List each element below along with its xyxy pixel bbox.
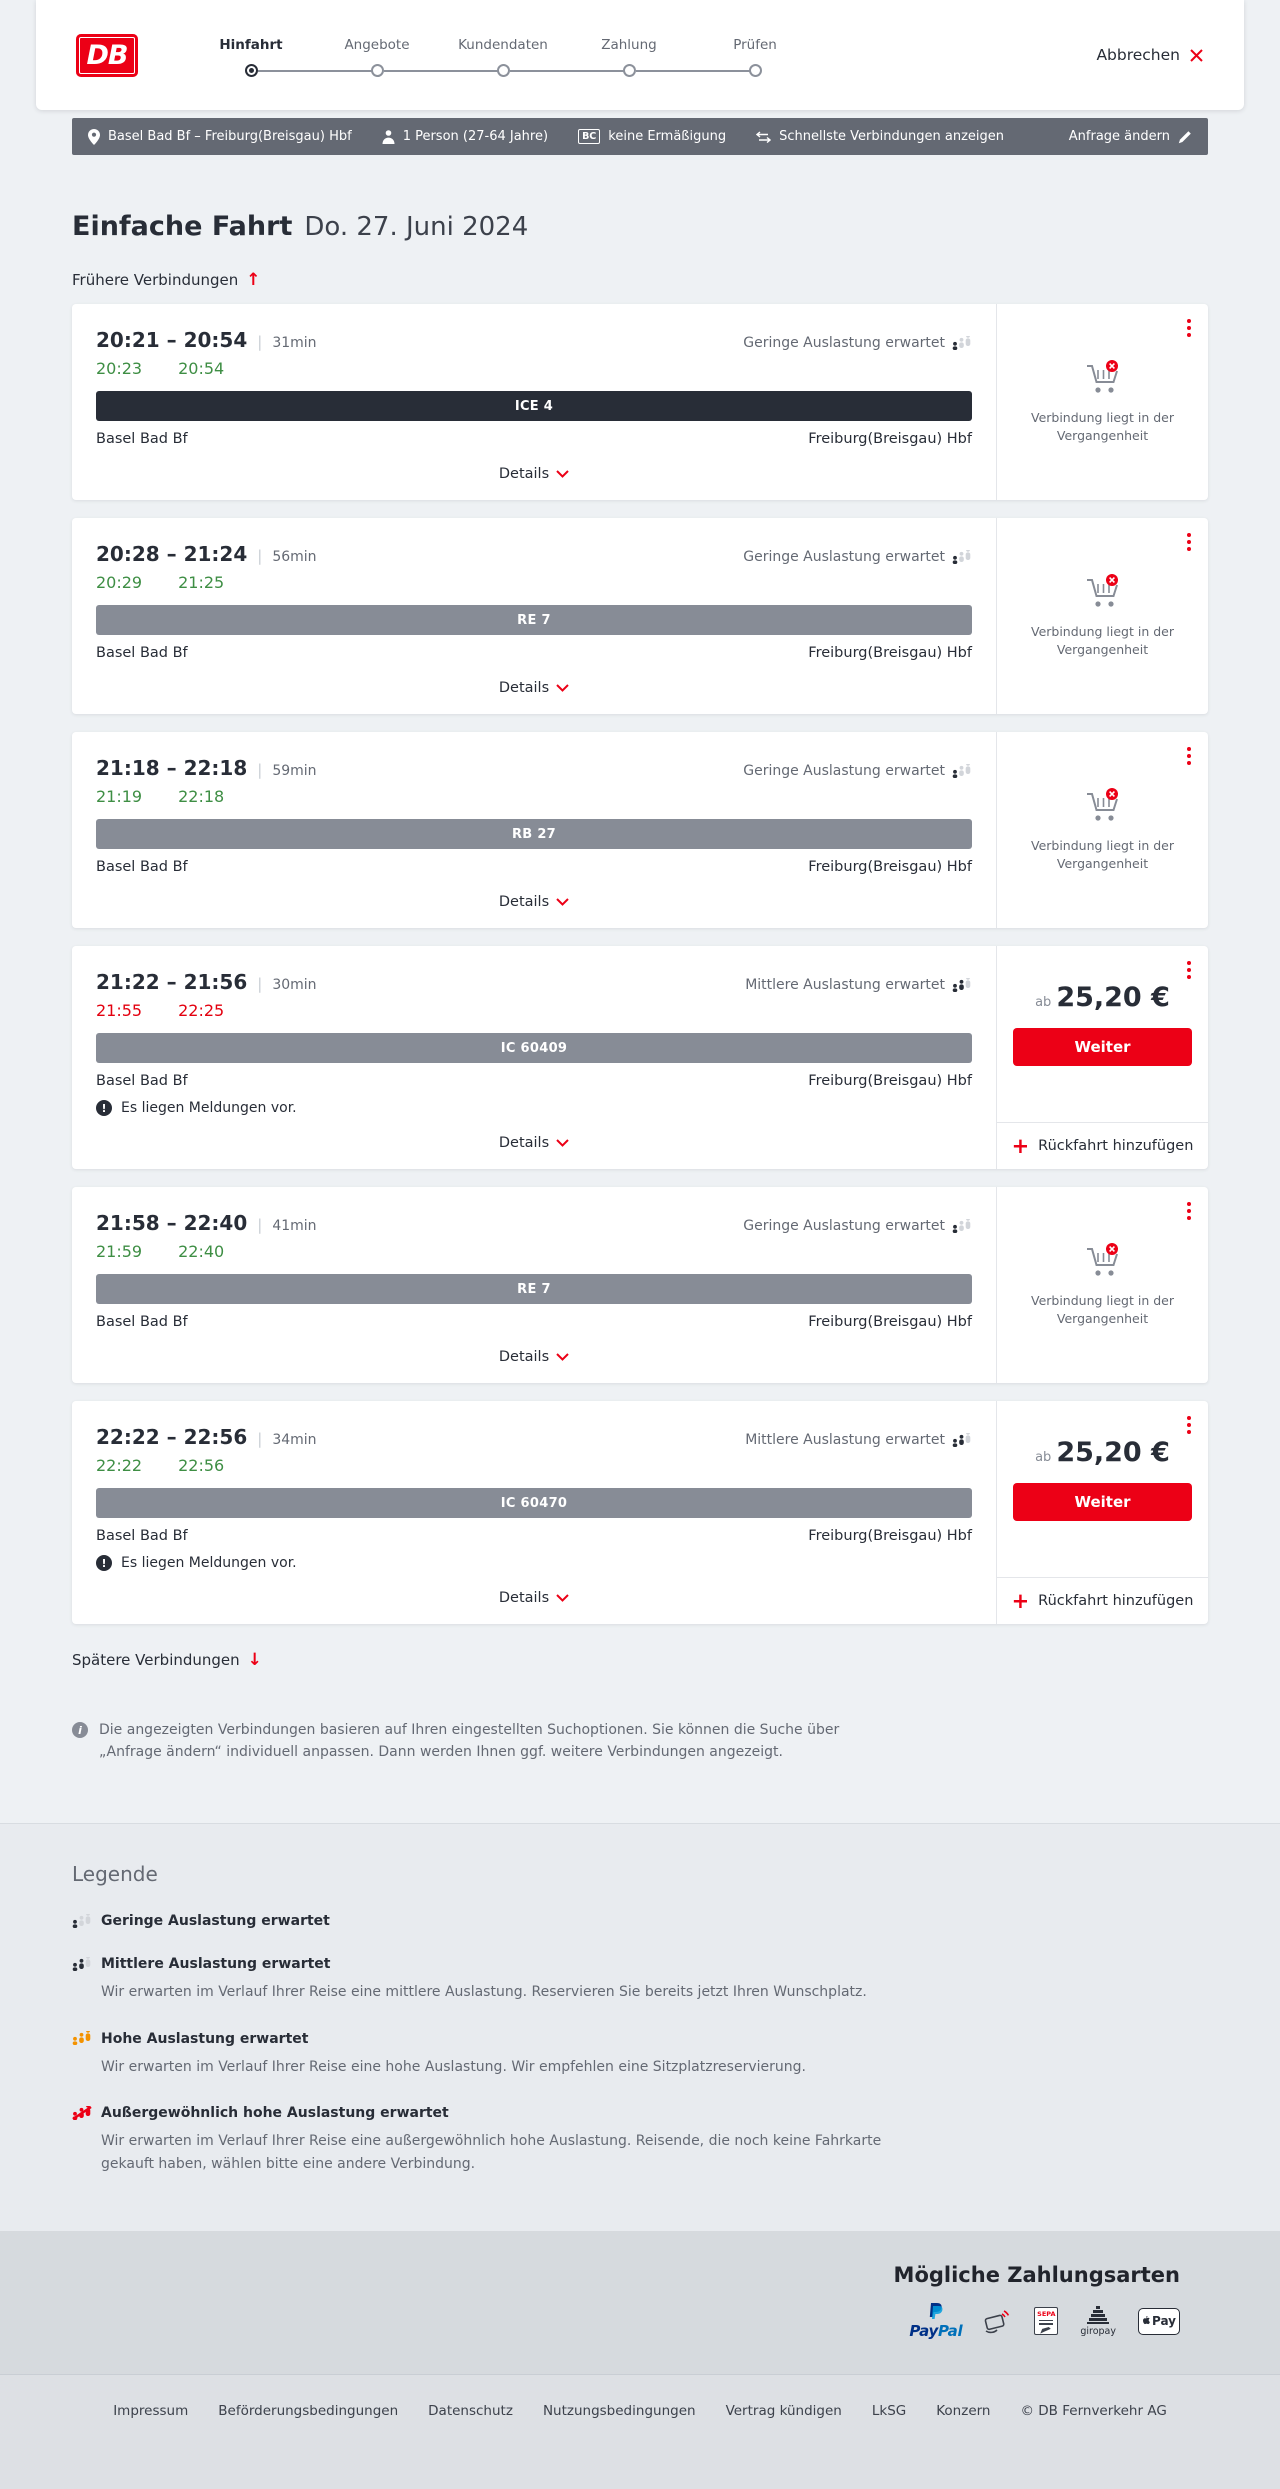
fastest-text: Schnellste Verbindungen anzeigen	[779, 129, 1004, 144]
add-return-label: Rückfahrt hinzufügen	[1038, 1138, 1194, 1154]
destination-station: Freiburg(Breisgau) Hbf	[808, 431, 972, 447]
footer-copyright: © DB Fernverkehr AG	[1020, 2402, 1167, 2419]
legend-item-description: Wir erwarten im Verlauf Ihrer Reise eine hohe Auslastung. Wir empfehlen eine Sitzplatzreservierung.	[101, 2058, 806, 2075]
realtime-times	[96, 1456, 972, 1475]
more-options-button[interactable]	[1184, 530, 1194, 554]
apple-pay-label: Pay	[1151, 2314, 1177, 2329]
occupancy-label: Geringe Auslastung erwartet	[743, 549, 945, 565]
details-button[interactable]	[96, 462, 972, 486]
connection-list	[72, 304, 1208, 1624]
bahncard-icon: BC	[578, 129, 600, 144]
details-label: Details	[498, 680, 550, 696]
cancel-label: Abbrechen	[1096, 46, 1180, 64]
paypal-label: PayPal	[909, 2321, 963, 2340]
details-label: Details	[498, 1349, 550, 1365]
step-label: Angebote	[344, 37, 410, 53]
occupancy-label: Mittlere Auslastung erwartet	[745, 977, 945, 993]
legend-item-description: Wir erwarten im Verlauf Ihrer Reise eine mittlere Auslastung. Reservieren Sie bereits jetzt Ihren Wunschplatz.	[101, 1984, 867, 2001]
duration: 59min	[272, 763, 317, 779]
alert-icon: !	[96, 1100, 112, 1116]
giropay-label: giropay	[1080, 2325, 1116, 2337]
destination-station: Freiburg(Breisgau) Hbf	[808, 645, 972, 661]
occupancy-indicator	[743, 763, 972, 779]
footer-link[interactable]: Impressum	[113, 2402, 189, 2419]
planned-times: 20:28 – 21:24	[96, 542, 248, 566]
messages-note	[96, 1555, 972, 1571]
later-connections-label: Spätere Verbindungen	[72, 1651, 240, 1669]
separator: |	[257, 761, 263, 779]
step-label: Prüfen	[733, 37, 777, 53]
legend-item	[72, 2031, 1208, 2078]
apple-logo-icon	[1142, 2316, 1151, 2327]
realtime-arrival: 22:25	[178, 1001, 225, 1020]
origin-station: Basel Bad Bf	[96, 859, 188, 875]
origin-station: Basel Bad Bf	[96, 1314, 188, 1330]
origin-station: Basel Bad Bf	[96, 431, 188, 447]
occupancy-label: Geringe Auslastung erwartet	[743, 335, 945, 351]
search-options-info	[72, 1720, 902, 1763]
connection-offer-panel	[996, 1401, 1208, 1624]
occupancy-label: Geringe Auslastung erwartet	[743, 1218, 945, 1234]
sepa-lastschrift-icon	[1034, 2307, 1058, 2335]
footer-link[interactable]: Beförderungsbedingungen	[218, 2402, 399, 2419]
step-label: Hinfahrt	[219, 37, 283, 53]
realtime-times	[96, 1242, 972, 1261]
planned-times: 20:21 – 20:54	[96, 328, 248, 352]
step-dot	[623, 64, 636, 77]
connection-card	[72, 304, 1208, 500]
legend-item	[72, 1913, 1208, 1929]
step-hinfahrt[interactable]	[188, 37, 314, 77]
train-label-bar: RB 27	[96, 819, 972, 849]
duration: 56min	[272, 549, 317, 565]
page-title: Einfache Fahrt	[72, 211, 293, 242]
realtime-departure: 21:55	[96, 1001, 143, 1020]
separator: |	[257, 333, 263, 351]
origin-station: Basel Bad Bf	[96, 1528, 188, 1544]
details-button[interactable]	[96, 1345, 972, 1369]
duration: 41min	[272, 1218, 317, 1234]
realtime-arrival: 22:40	[178, 1242, 225, 1261]
legend-item	[72, 2105, 1208, 2175]
realtime-arrival: 20:54	[178, 359, 225, 378]
chevron-down-icon	[556, 898, 569, 906]
past-connection-label: Verbindung liegt in der Vergangenheit	[1030, 837, 1174, 871]
connection-offer-panel	[996, 732, 1208, 928]
legend-item	[72, 1956, 1208, 2003]
messages-label: Es liegen Meldungen vor.	[121, 1100, 297, 1116]
location-pin-icon	[88, 129, 100, 145]
occupancy-low-icon	[952, 550, 972, 565]
footer-link[interactable]: Nutzungsbedingungen	[542, 2402, 696, 2419]
plus-icon: +	[1011, 1134, 1030, 1158]
footer-link[interactable]: Konzern	[936, 2402, 991, 2419]
edit-request-label: Anfrage ändern	[1068, 129, 1170, 144]
apple-pay-icon	[1138, 2308, 1180, 2335]
earlier-connections-link[interactable]	[72, 270, 261, 290]
legend-item-list	[72, 1913, 1208, 2175]
page-footer	[0, 2374, 1280, 2489]
past-connection-note	[997, 518, 1208, 714]
fastest-connections-summary	[756, 129, 1004, 144]
passenger-summary	[382, 129, 548, 144]
sepa-pencil-icon	[1039, 2327, 1053, 2335]
creditcard-icon	[984, 2308, 1012, 2334]
connection-card	[72, 518, 1208, 714]
duration: 31min	[272, 335, 317, 351]
past-connection-note	[997, 732, 1208, 928]
info-icon: i	[72, 1722, 88, 1738]
earlier-connections-label: Frühere Verbindungen	[72, 271, 239, 289]
connection-summary	[72, 946, 996, 1169]
chevron-down-icon	[556, 1353, 569, 1361]
cart-past-icon	[1081, 787, 1125, 825]
realtime-times	[96, 1001, 972, 1020]
realtime-arrival: 21:25	[178, 573, 225, 592]
realtime-departure: 21:19	[96, 787, 143, 806]
occupancy-low-icon	[952, 1219, 972, 1234]
separator: |	[257, 1216, 263, 1234]
details-label: Details	[498, 466, 550, 482]
connection-offer-panel	[996, 1187, 1208, 1383]
chevron-down-icon	[556, 1594, 569, 1602]
footer-link[interactable]: Vertrag kündigen	[725, 2402, 842, 2419]
step-dot	[749, 64, 762, 77]
occupancy-low-icon	[952, 764, 972, 779]
occupancy-medium-icon	[952, 1433, 972, 1448]
price-value: 25,20 €	[1056, 982, 1170, 1013]
duration: 30min	[272, 977, 317, 993]
past-connection-label: Verbindung liegt in der Vergangenheit	[1030, 1292, 1174, 1326]
messages-note	[96, 1100, 972, 1116]
close-icon	[1189, 48, 1204, 63]
arrow-up-icon: ↑	[246, 270, 261, 290]
past-connection-label: Verbindung liegt in der Vergangenheit	[1030, 409, 1174, 443]
search-summary-bar	[72, 118, 1208, 155]
more-options-button[interactable]	[1184, 316, 1194, 340]
footer-link-row	[0, 2403, 1280, 2419]
price-prefix: ab	[1035, 995, 1052, 1010]
destination-station: Freiburg(Breisgau) Hbf	[808, 1314, 972, 1330]
connection-summary	[72, 304, 996, 500]
past-connection-note	[997, 304, 1208, 500]
more-options-button[interactable]	[1184, 744, 1194, 768]
main-content	[0, 211, 1280, 1763]
connection-card	[72, 946, 1208, 1169]
cart-past-icon	[1081, 573, 1125, 611]
add-return-button[interactable]	[997, 1122, 1208, 1169]
weiter-button[interactable]: Weiter	[1013, 1483, 1192, 1521]
connection-offer-panel	[996, 518, 1208, 714]
discount-text: keine Ermäßigung	[608, 128, 727, 144]
realtime-arrival: 22:56	[178, 1456, 225, 1475]
legend-section	[0, 1823, 1280, 2231]
occupancy-label: Geringe Auslastung erwartet	[743, 763, 945, 779]
realtime-departure: 22:22	[96, 1456, 143, 1475]
details-button[interactable]	[96, 676, 972, 700]
cart-past-icon	[1081, 1242, 1125, 1280]
progress-stepper	[188, 37, 818, 77]
duration: 34min	[272, 1432, 317, 1448]
footer-link[interactable]: LkSG	[871, 2402, 907, 2419]
add-return-button[interactable]	[997, 1577, 1208, 1624]
messages-label: Es liegen Meldungen vor.	[121, 1555, 297, 1571]
train-label-bar: IC 60470	[96, 1488, 972, 1518]
legend-item-title: Außergewöhnlich hohe Auslastung erwartet	[101, 2105, 449, 2122]
realtime-times	[96, 573, 972, 592]
separator: |	[257, 1430, 263, 1448]
destination-station: Freiburg(Breisgau) Hbf	[808, 1073, 972, 1089]
chevron-down-icon	[556, 470, 569, 478]
connection-offer-panel	[996, 946, 1208, 1169]
paypal-icon	[909, 2303, 962, 2340]
train-label-bar: RE 7	[96, 1274, 972, 1304]
origin-station: Basel Bad Bf	[96, 1073, 188, 1089]
payment-section	[0, 2231, 1280, 2374]
connection-summary	[72, 518, 996, 714]
occupancy-indicator	[745, 977, 972, 993]
realtime-departure: 20:29	[96, 573, 143, 592]
occupancy-high-icon	[72, 2031, 92, 2046]
edit-request-button[interactable]	[1069, 129, 1192, 144]
occupancy-medium-icon	[952, 978, 972, 993]
add-return-label: Rückfahrt hinzufügen	[1038, 1593, 1194, 1609]
price	[997, 1437, 1208, 1468]
connection-offer-panel	[996, 304, 1208, 500]
price-value: 25,20 €	[1056, 1437, 1170, 1468]
pencil-icon	[1178, 130, 1192, 144]
sepa-label: SEPA	[1037, 2310, 1056, 2319]
occupancy-low-icon	[952, 336, 972, 351]
info-text: Die angezeigten Verbindungen basieren auf Ihren eingestellten Suchoptionen. Sie können die Suche über „Anfrage ändern“ individuell anpassen. Dann werden Ihnen ggf. weitere Verbindungen angezeigt.	[99, 1722, 840, 1760]
destination-station: Freiburg(Breisgau) Hbf	[808, 1528, 972, 1544]
top-header	[36, 0, 1244, 110]
legend-item-title: Geringe Auslastung erwartet	[101, 1913, 330, 1930]
realtime-departure: 21:59	[96, 1242, 143, 1261]
past-connection-label: Verbindung liegt in der Vergangenheit	[1030, 623, 1174, 657]
occupancy-indicator	[745, 1432, 972, 1448]
transfer-arrows-icon	[756, 131, 771, 143]
occupancy-exceptional-icon	[72, 2106, 92, 2121]
step-label: Kundendaten	[458, 37, 548, 53]
realtime-times	[96, 787, 972, 806]
chevron-down-icon	[556, 684, 569, 692]
connection-summary	[72, 732, 996, 928]
details-label: Details	[498, 1590, 550, 1606]
realtime-arrival: 22:18	[178, 787, 225, 806]
route-text: Basel Bad Bf – Freiburg(Breisgau) Hbf	[108, 129, 352, 144]
later-connections-link[interactable]	[72, 1650, 262, 1670]
step-dot	[371, 64, 384, 77]
train-label-bar: RE 7	[96, 605, 972, 635]
occupancy-indicator	[743, 549, 972, 565]
db-logo: DB	[76, 34, 138, 77]
cart-past-icon	[1081, 359, 1125, 397]
chevron-down-icon	[556, 1139, 569, 1147]
giropay-icon	[1080, 2306, 1116, 2337]
legend-title: Legende	[72, 1862, 158, 1887]
details-label: Details	[498, 894, 550, 910]
connection-summary	[72, 1187, 996, 1383]
details-label: Details	[498, 1135, 550, 1151]
occupancy-label: Mittlere Auslastung erwartet	[745, 1432, 945, 1448]
more-options-button[interactable]	[1184, 1199, 1194, 1223]
train-label-bar: IC 60409	[96, 1033, 972, 1063]
route-summary	[88, 129, 352, 145]
separator: |	[257, 975, 263, 993]
step-dot	[497, 64, 510, 77]
planned-times: 21:58 – 22:40	[96, 1211, 248, 1235]
person-icon	[382, 130, 395, 144]
legend-item-title: Mittlere Auslastung erwartet	[101, 1956, 331, 1973]
planned-times: 21:22 – 21:56	[96, 970, 248, 994]
connection-summary	[72, 1401, 996, 1624]
price-prefix: ab	[1035, 1450, 1052, 1465]
past-connection-note	[997, 1187, 1208, 1383]
plus-icon: +	[1011, 1589, 1030, 1613]
page-date: Do. 27. Juni 2024	[304, 212, 529, 242]
occupancy-indicator	[743, 335, 972, 351]
step-dot-active	[245, 64, 258, 77]
occupancy-low-icon	[72, 1914, 92, 1929]
legend-item-title: Hohe Auslastung erwartet	[101, 2030, 309, 2047]
weiter-button[interactable]: Weiter	[1013, 1028, 1192, 1066]
train-label-bar: ICE 4	[96, 391, 972, 421]
separator: |	[257, 547, 263, 565]
details-button[interactable]	[96, 890, 972, 914]
planned-times: 22:22 – 22:56	[96, 1425, 248, 1449]
step-label: Zahlung	[601, 37, 657, 53]
realtime-departure: 20:23	[96, 359, 143, 378]
details-button[interactable]	[96, 1586, 972, 1610]
payment-title: Mögliche Zahlungsarten	[893, 2262, 1180, 2287]
payment-icon-row	[909, 2303, 1180, 2340]
details-button[interactable]	[96, 1131, 972, 1155]
passenger-text: 1 Person (27-64 Jahre)	[402, 129, 549, 144]
occupancy-medium-icon	[72, 1957, 92, 1972]
more-options-button[interactable]	[1184, 1413, 1194, 1437]
alert-icon: !	[96, 1555, 112, 1571]
paypal-mark-icon	[929, 2303, 943, 2320]
arrow-down-icon: ↓	[247, 1650, 262, 1670]
connection-card	[72, 1401, 1208, 1624]
footer-link[interactable]: Datenschutz	[428, 2402, 513, 2419]
origin-station: Basel Bad Bf	[96, 645, 188, 661]
cancel-button[interactable]	[1096, 46, 1204, 64]
planned-times: 21:18 – 22:18	[96, 756, 248, 780]
occupancy-indicator	[743, 1218, 972, 1234]
realtime-times	[96, 359, 972, 378]
destination-station: Freiburg(Breisgau) Hbf	[808, 859, 972, 875]
connection-card	[72, 732, 1208, 928]
legend-item-description: Wir erwarten im Verlauf Ihrer Reise eine außergewöhnlich hohe Auslastung. Reisende, die noch keine Fahrkarte gekauft haben, wählen bitte eine andere Verbindung.	[101, 2133, 882, 2172]
connection-card	[72, 1187, 1208, 1383]
price	[997, 982, 1208, 1013]
discount-summary	[578, 129, 726, 144]
more-options-button[interactable]	[1184, 958, 1194, 982]
